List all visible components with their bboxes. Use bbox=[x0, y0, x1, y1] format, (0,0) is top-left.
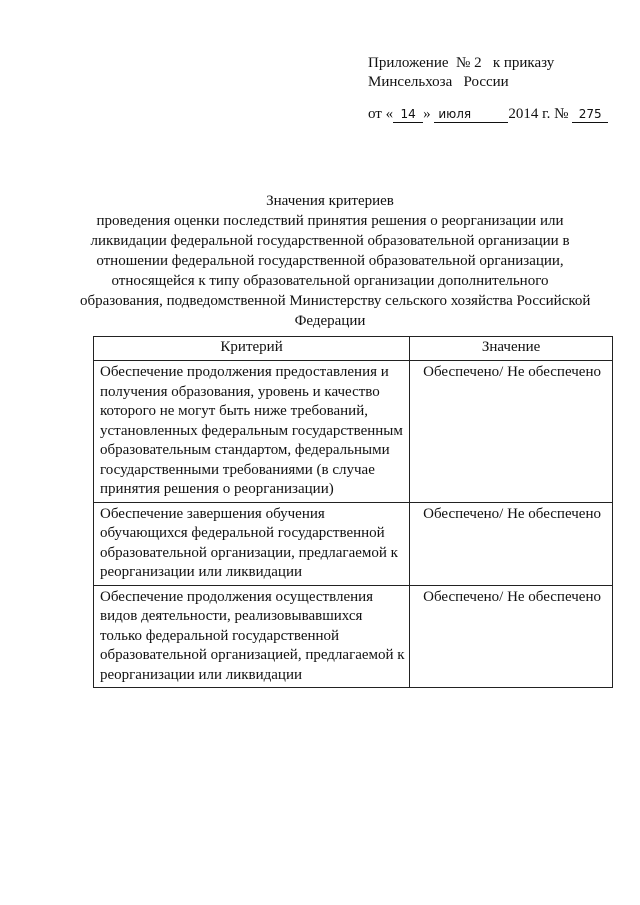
order-month: июля bbox=[434, 107, 508, 123]
title-line: отношении федеральной государственной образовательной организации, bbox=[96, 253, 564, 269]
criterion-cell: Обеспечение продолжения осуществления видов деятельности, реализовывавшихся только федеральной государственной образовательной организацией, предлагаемой к реорганизации или ликвидации bbox=[94, 585, 410, 688]
value-cell: Обеспечено/ Не обеспечено bbox=[410, 502, 613, 585]
value-cell: Обеспечено/ Не обеспечено bbox=[410, 585, 613, 688]
criteria-table bbox=[93, 336, 613, 688]
table-row bbox=[94, 361, 613, 503]
appendix-reference: Приложение № 2 к приказу bbox=[368, 55, 555, 71]
ministry-name: Минсельхоза России bbox=[368, 74, 509, 90]
order-number: 275 bbox=[572, 107, 608, 123]
title-line: ликвидации федеральной государственной образовательной организации в bbox=[90, 233, 570, 249]
order-date-line bbox=[368, 106, 608, 123]
document-title bbox=[80, 191, 591, 331]
criterion-cell: Обеспечение продолжения предоставления и получения образования, уровень и качество которого не могут быть ниже требований, установленных федеральным государственным образовательным стандартом, федеральными государственными требованиями (в случае принятия решения о реорганизации) bbox=[94, 361, 410, 503]
title-line: Значения критериев bbox=[266, 193, 394, 209]
table-row bbox=[94, 502, 613, 585]
value-column-header: Значение bbox=[410, 337, 613, 361]
table-row bbox=[94, 585, 613, 688]
date-prefix: от « bbox=[368, 106, 394, 122]
order-day: 14 bbox=[393, 107, 423, 123]
table-header-row bbox=[94, 337, 613, 361]
date-mid: » bbox=[423, 106, 435, 122]
title-line: относящейся к типу образовательной организации дополнительного bbox=[111, 273, 549, 289]
appendix-header bbox=[368, 54, 554, 92]
criterion-column-header: Критерий bbox=[94, 337, 410, 361]
criterion-cell: Обеспечение завершения обучения обучающихся федеральной государственной образовательной организации, предлагаемой к реорганизации или ликвидации bbox=[94, 502, 410, 585]
order-year: 2014 г. № bbox=[508, 106, 569, 122]
title-line: проведения оценки последствий принятия решения о реорганизации или bbox=[96, 213, 564, 229]
value-cell: Обеспечено/ Не обеспечено bbox=[410, 361, 613, 503]
title-line: Федерации bbox=[294, 313, 366, 329]
title-line: образования, подведомственной Министерству сельского хозяйства Российской bbox=[80, 293, 591, 309]
